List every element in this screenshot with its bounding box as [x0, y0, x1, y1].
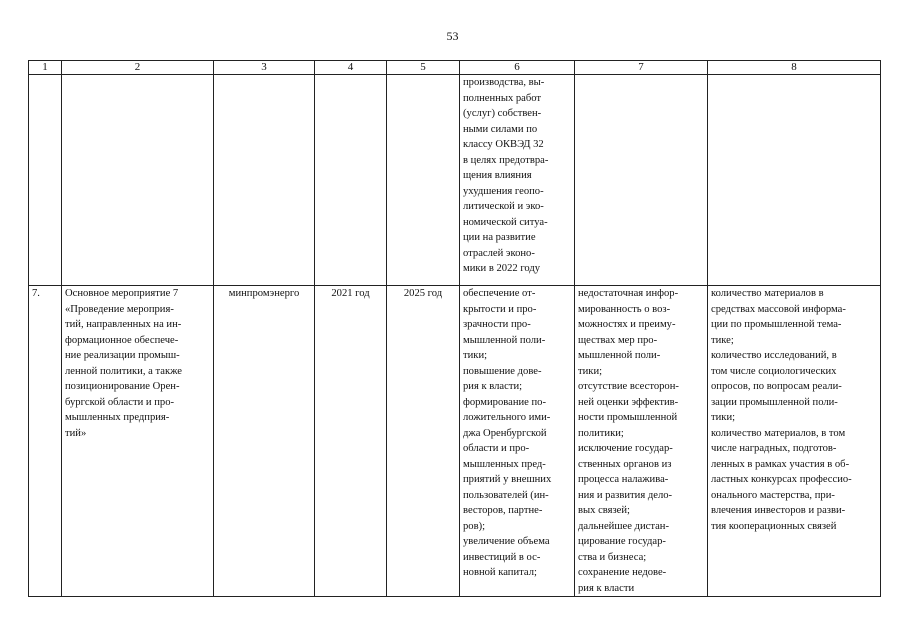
text-line: полненных работ [463, 92, 542, 104]
text-line: зрачности про- [463, 319, 531, 330]
text-line: области и про- [463, 443, 530, 454]
text-line: отсутствие всесторон- [578, 381, 679, 392]
text-line: мышленных предприя- [65, 412, 170, 423]
text-line: ластных конкурсах профессио- [711, 474, 852, 485]
text-line: ложительного ими- [463, 412, 551, 423]
column-number-8: 8 [708, 61, 881, 75]
cell-measure-title [62, 286, 214, 597]
cell-empty [575, 75, 708, 286]
text-line: новной капитал; [463, 567, 537, 578]
text-line: номической ситуа- [463, 216, 548, 228]
column-number-2: 2 [62, 61, 214, 75]
text-line: весторов, партне- [463, 505, 543, 516]
cell-indicators [708, 286, 881, 597]
text-line: политики; [578, 427, 624, 439]
text-line: рия к власти [578, 582, 635, 594]
text-line: процесса налажива- [578, 474, 669, 485]
text-line: мированность о воз- [578, 303, 671, 315]
text-line: позиционирование Орен- [65, 381, 180, 392]
cell-empty [29, 75, 62, 286]
text-line: в целях предотвра- [463, 154, 549, 166]
text-line: количество материалов в [711, 288, 824, 299]
cell-empty [214, 75, 315, 286]
text-line: недостаточная инфор- [578, 288, 679, 299]
text-line: опросов, по вопросам реали- [711, 381, 842, 392]
text-line: ными силами по [463, 123, 538, 135]
text-line: вых связей; [578, 505, 631, 516]
cell-start-year: 2021 год [315, 286, 387, 597]
text-line: отраслей эконо- [463, 247, 535, 259]
text-line: производства, вы- [463, 77, 545, 88]
table-row-7 [29, 286, 881, 597]
page-number: 53 [446, 29, 459, 43]
text-line: мики в 2022 году [463, 263, 541, 274]
text-line: ности промышленной [578, 412, 678, 423]
text-line: том числе социологических [711, 365, 837, 377]
text-line: зации промышленной поли- [711, 396, 838, 408]
text-line: джа Оренбургской [463, 427, 547, 439]
cell-empty [62, 75, 214, 286]
text-line: рия к власти; [463, 381, 523, 392]
text-line: мышленной поли- [578, 350, 661, 361]
text-line: ции по промышленной тема- [711, 319, 842, 330]
column-number-6: 6 [460, 61, 575, 75]
text-line: влечения инвесторов и разви- [711, 505, 846, 516]
cell-executor: минпромэнерго [214, 286, 315, 597]
text-line: приятий у внешних [463, 474, 552, 485]
text-line: Основное мероприятие 7 [65, 288, 179, 299]
text-line: тий» [65, 427, 87, 439]
text-line: тики; [711, 412, 736, 423]
text-line: числе наградных, подготов- [711, 443, 837, 454]
text-line: тий, направленных на ин- [65, 319, 182, 330]
text-line: ции на развитие [463, 232, 536, 243]
column-number-1: 1 [29, 61, 62, 75]
cell-empty [315, 75, 387, 286]
cell-end-year: 2025 год [387, 286, 460, 597]
text-line: щения влияния [463, 170, 532, 181]
text-line: можностях и преиму- [578, 319, 676, 330]
text-line: крытости и про- [463, 303, 537, 315]
column-number-5: 5 [387, 61, 460, 75]
cell-empty [387, 75, 460, 286]
cell-consequences [575, 286, 708, 597]
text-line: ленной политики, а также [65, 365, 182, 377]
text-line: тия кооперационных связей [711, 520, 837, 532]
text-line: исключение государ- [578, 443, 673, 454]
text-line: ленных в рамках участия в об- [711, 458, 850, 470]
text-line: пользователей (ин- [463, 489, 549, 501]
text-line: литической и эко- [463, 201, 544, 212]
text-line: ухудшения геопо- [463, 185, 544, 197]
text-line: ства и бизнеса; [578, 551, 647, 563]
row-number: 7. [29, 286, 62, 597]
text-line: тики; [578, 365, 603, 377]
text-line: ственных органов из [578, 458, 672, 470]
text-line: сохранение недове- [578, 567, 667, 578]
text-line: повышение дове- [463, 365, 542, 377]
measures-table [28, 60, 881, 597]
column-number-row [29, 61, 881, 75]
text-line: ния и развития дело- [578, 489, 673, 501]
text-line: ществах мер про- [578, 334, 658, 346]
text-line: бургской области и про- [65, 396, 175, 408]
text-line: формационное обеспече- [65, 334, 179, 346]
column-number-3: 3 [214, 61, 315, 75]
text-line: количество материалов, в том [711, 427, 846, 439]
text-line: мышленной поли- [463, 334, 546, 346]
column-number-4: 4 [315, 61, 387, 75]
text-line: количество исследований, в [711, 350, 837, 361]
cell-expected-results-continued [460, 75, 575, 286]
text-line: ров); [463, 520, 486, 532]
text-line: тики; [463, 350, 488, 361]
text-line: цирование государ- [578, 536, 666, 547]
cell-expected-results [460, 286, 575, 597]
text-line: инвестиций в ос- [463, 551, 541, 563]
text-line: обеспечение от- [463, 288, 536, 299]
text-line: дальнейшее дистан- [578, 520, 669, 532]
text-line: мышленных пред- [463, 458, 546, 470]
text-line: (услуг) собствен- [463, 108, 542, 119]
table-row-continued [29, 75, 881, 286]
text-line: классу ОКВЭД 32 [463, 139, 544, 150]
text-line: тике; [711, 334, 734, 346]
text-line: ние реализации промыш- [65, 350, 180, 361]
column-number-7: 7 [575, 61, 708, 75]
text-line: ней оценки эффектив- [578, 396, 679, 408]
text-line: средствах массовой информа- [711, 303, 846, 315]
text-line: формирование по- [463, 396, 547, 408]
cell-empty [708, 75, 881, 286]
text-line: онального мастерства, при- [711, 489, 835, 501]
text-line: «Проведение мероприя- [65, 303, 174, 315]
text-line: увеличение объема [463, 536, 550, 547]
